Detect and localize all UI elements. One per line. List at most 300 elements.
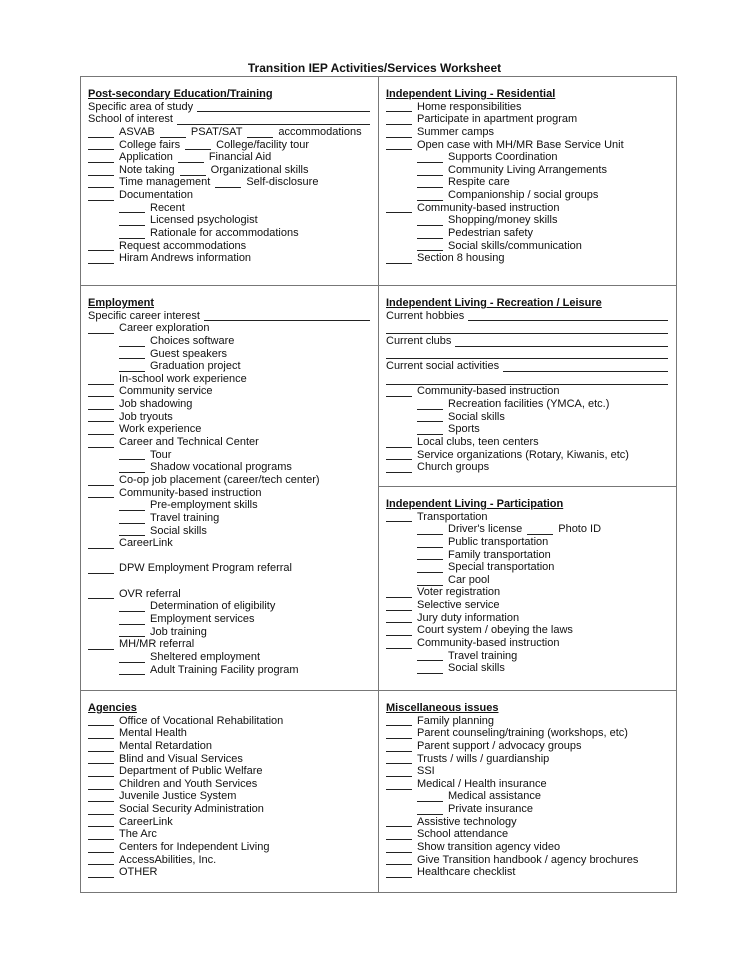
check-blank[interactable] xyxy=(88,715,114,726)
check-blank[interactable] xyxy=(119,525,145,536)
item-label: Application xyxy=(119,151,173,164)
check-blank[interactable] xyxy=(417,399,443,410)
list-item xyxy=(386,612,676,625)
list-item xyxy=(386,650,676,663)
check-blank[interactable] xyxy=(88,854,114,865)
check-blank[interactable] xyxy=(88,127,114,138)
list-item xyxy=(386,765,676,778)
list-item xyxy=(88,791,378,804)
item-label: Selective service xyxy=(417,599,500,612)
item-label: Social skills/communication xyxy=(448,239,582,252)
list-item xyxy=(386,113,676,126)
field-label: Current hobbies xyxy=(386,309,465,322)
item-label: Transportation xyxy=(417,510,488,523)
check-blank[interactable] xyxy=(386,600,412,611)
list-item xyxy=(88,765,378,778)
item-label: Show transition agency video xyxy=(417,841,561,854)
check-blank[interactable] xyxy=(417,537,443,548)
list-item xyxy=(386,386,676,399)
item-label: Parent support / advocacy groups xyxy=(417,739,582,752)
list-item xyxy=(88,202,378,215)
check-blank[interactable] xyxy=(386,779,412,790)
check-blank[interactable] xyxy=(88,791,114,802)
list-item xyxy=(88,588,378,601)
item-label: Self-disclosure xyxy=(246,176,319,189)
check-blank[interactable] xyxy=(88,475,114,486)
item-label: Tour xyxy=(150,448,172,461)
check-blank[interactable] xyxy=(119,601,145,612)
list-item xyxy=(386,189,676,202)
section-post-secondary xyxy=(81,77,379,286)
item-label: Section 8 housing xyxy=(417,252,505,265)
check-blank[interactable] xyxy=(386,753,412,764)
check-blank[interactable] xyxy=(88,816,114,827)
item-label: Blind and Visual Services xyxy=(119,752,243,765)
check-blank[interactable] xyxy=(185,139,211,150)
list-item xyxy=(88,335,378,348)
list-item xyxy=(88,177,378,190)
list-item xyxy=(386,126,676,139)
item-label: Medical / Health insurance xyxy=(417,777,547,790)
check-blank[interactable] xyxy=(88,538,114,549)
field-label: Current clubs xyxy=(386,334,452,347)
list-item xyxy=(386,549,676,562)
worksheet-table xyxy=(80,76,677,893)
check-blank[interactable] xyxy=(119,449,145,460)
item-label: Office of Vocational Rehabilitation xyxy=(119,714,284,727)
list-item xyxy=(88,525,378,538)
check-blank[interactable] xyxy=(88,728,114,739)
item-label: OTHER xyxy=(119,866,158,879)
list-item xyxy=(386,360,676,373)
check-blank[interactable] xyxy=(417,524,443,535)
item-label: Community Living Arrangements xyxy=(448,163,607,176)
check-blank[interactable] xyxy=(88,177,114,188)
list-item xyxy=(88,828,378,841)
check-blank[interactable] xyxy=(386,625,412,636)
item-label: Sports xyxy=(448,423,480,436)
item-label: Time management xyxy=(119,176,211,189)
check-blank[interactable] xyxy=(386,437,412,448)
item-label: accommodations xyxy=(278,125,362,138)
list-item xyxy=(386,449,676,462)
list-item xyxy=(386,214,676,227)
check-blank[interactable] xyxy=(88,240,114,251)
check-blank[interactable] xyxy=(417,663,443,674)
check-blank[interactable] xyxy=(386,715,412,726)
list-item xyxy=(386,177,676,190)
check-blank[interactable] xyxy=(88,374,114,385)
section-employment xyxy=(81,286,379,691)
check-blank[interactable] xyxy=(88,753,114,764)
list-item xyxy=(386,587,676,600)
list-item xyxy=(386,139,676,152)
list-item xyxy=(386,411,676,424)
item-label: College fairs xyxy=(119,138,181,151)
list-item xyxy=(386,511,676,524)
item-label: Employment services xyxy=(150,613,255,626)
item-label: PSAT/SAT xyxy=(190,125,243,138)
item-label: Public transportation xyxy=(448,535,549,548)
check-blank[interactable] xyxy=(88,386,114,397)
item-label: ASVAB xyxy=(119,125,155,138)
check-blank[interactable] xyxy=(88,842,114,853)
item-label: Community service xyxy=(119,385,213,398)
list-item xyxy=(386,348,676,361)
check-blank[interactable] xyxy=(386,253,412,264)
fill-in-line[interactable] xyxy=(386,323,668,334)
check-blank[interactable] xyxy=(247,127,273,138)
item-label: Companionship / social groups xyxy=(448,189,599,202)
list-item xyxy=(88,449,378,462)
item-label: Social Security Administration xyxy=(119,803,264,816)
list-item xyxy=(88,113,378,126)
check-blank[interactable] xyxy=(417,791,443,802)
check-blank[interactable] xyxy=(88,152,114,163)
check-blank[interactable] xyxy=(386,462,412,473)
fill-in-line[interactable] xyxy=(455,336,668,347)
check-blank[interactable] xyxy=(386,511,412,522)
check-blank[interactable] xyxy=(417,549,443,560)
list-item xyxy=(88,436,378,449)
check-blank[interactable] xyxy=(119,664,145,675)
item-label: Job shadowing xyxy=(119,398,193,411)
item-label: Home responsibilities xyxy=(417,100,522,113)
check-blank[interactable] xyxy=(386,386,412,397)
list-item xyxy=(386,561,676,574)
check-blank[interactable] xyxy=(178,152,204,163)
check-blank[interactable] xyxy=(417,804,443,815)
section-title: Employment xyxy=(88,297,155,309)
fill-in-line[interactable] xyxy=(204,310,370,321)
item-label: Medical assistance xyxy=(448,790,541,803)
check-blank[interactable] xyxy=(119,614,145,625)
item-label: Shadow vocational programs xyxy=(150,461,292,474)
check-blank[interactable] xyxy=(119,361,145,372)
section-title: Independent Living - Participation xyxy=(386,498,564,510)
list-item xyxy=(386,854,676,867)
check-blank[interactable] xyxy=(119,652,145,663)
check-blank[interactable] xyxy=(119,215,145,226)
list-item xyxy=(88,164,378,177)
list-item xyxy=(88,151,378,164)
check-blank[interactable] xyxy=(417,411,443,422)
list-item xyxy=(88,487,378,500)
list-item xyxy=(386,803,676,816)
item-label: DPW Employment Program referral xyxy=(119,562,292,575)
fill-in-line[interactable] xyxy=(197,101,370,112)
list-item xyxy=(386,523,676,536)
check-blank[interactable] xyxy=(88,411,114,422)
item-label: Church groups xyxy=(417,461,490,474)
check-blank[interactable] xyxy=(417,228,443,239)
item-label: Car pool xyxy=(448,573,490,586)
check-blank[interactable] xyxy=(88,779,114,790)
check-blank[interactable] xyxy=(386,202,412,213)
list-item xyxy=(88,664,378,677)
item-label: Community-based instruction xyxy=(417,201,560,214)
item-label: Supports Coordination xyxy=(448,151,558,164)
check-blank[interactable] xyxy=(386,587,412,598)
list-item xyxy=(386,202,676,215)
list-item xyxy=(386,828,676,841)
item-label: Special transportation xyxy=(448,561,555,574)
list-item xyxy=(88,740,378,753)
fill-in-line[interactable] xyxy=(468,310,668,321)
fill-in-line[interactable] xyxy=(177,114,370,125)
item-label: Community-based instruction xyxy=(119,486,262,499)
list-item xyxy=(386,227,676,240)
list-item xyxy=(386,715,676,728)
item-label: Social skills xyxy=(150,524,207,537)
item-label: Adult Training Facility program xyxy=(150,663,299,676)
check-blank[interactable] xyxy=(417,575,443,586)
list-item xyxy=(386,662,676,675)
check-blank[interactable] xyxy=(386,829,412,840)
check-blank[interactable] xyxy=(386,816,412,827)
fill-in-line[interactable] xyxy=(386,348,668,359)
list-item xyxy=(386,310,676,323)
list-item xyxy=(88,360,378,373)
item-label: CareerLink xyxy=(119,815,173,828)
check-blank[interactable] xyxy=(386,449,412,460)
list-item xyxy=(88,866,378,879)
list-item xyxy=(88,227,378,240)
list-item xyxy=(88,727,378,740)
item-label: Graduation project xyxy=(150,360,241,373)
section-title: Miscellaneous issues xyxy=(386,702,499,714)
check-blank[interactable] xyxy=(386,638,412,649)
check-blank[interactable] xyxy=(417,190,443,201)
item-label: Guest speakers xyxy=(150,347,228,360)
check-blank[interactable] xyxy=(386,842,412,853)
list-item xyxy=(386,624,676,637)
check-blank[interactable] xyxy=(88,867,114,878)
list-item xyxy=(88,240,378,253)
list-item xyxy=(88,651,378,664)
section-residential xyxy=(379,77,676,286)
list-item xyxy=(88,841,378,854)
check-blank[interactable] xyxy=(88,399,114,410)
list-item xyxy=(88,322,378,335)
list-item xyxy=(386,252,676,265)
list-item xyxy=(88,537,378,550)
item-label: Recent xyxy=(150,201,185,214)
item-label: AccessAbilities, Inc. xyxy=(119,853,217,866)
item-label: Court system / obeying the laws xyxy=(417,624,573,637)
check-blank[interactable] xyxy=(88,563,114,574)
list-item xyxy=(386,791,676,804)
item-label: Photo ID xyxy=(558,523,602,536)
list-item xyxy=(386,753,676,766)
list-item xyxy=(88,139,378,152)
check-blank[interactable] xyxy=(88,424,114,435)
item-label: Pre-employment skills xyxy=(150,499,258,512)
list-item xyxy=(386,574,676,587)
check-blank[interactable] xyxy=(88,487,114,498)
list-item xyxy=(88,638,378,651)
list-item xyxy=(88,461,378,474)
spacer xyxy=(88,575,378,588)
item-label: Hiram Andrews information xyxy=(119,252,252,265)
list-item xyxy=(88,411,378,424)
check-blank[interactable] xyxy=(417,177,443,188)
item-label: Trusts / wills / guardianship xyxy=(417,752,550,765)
item-label: Shopping/money skills xyxy=(448,214,558,227)
item-label: Private insurance xyxy=(448,803,533,816)
list-item xyxy=(88,778,378,791)
check-blank[interactable] xyxy=(88,253,114,264)
spacer xyxy=(88,550,378,563)
list-item xyxy=(88,600,378,613)
check-blank[interactable] xyxy=(88,323,114,334)
item-label: Open case with MH/MR Base Service Unit xyxy=(417,138,624,151)
item-label: Note taking xyxy=(119,163,175,176)
list-item xyxy=(88,562,378,575)
list-item xyxy=(386,423,676,436)
check-blank[interactable] xyxy=(417,240,443,251)
item-label: Department of Public Welfare xyxy=(119,765,263,778)
check-blank[interactable] xyxy=(386,101,412,112)
check-blank[interactable] xyxy=(119,202,145,213)
field-label: Current social activities xyxy=(386,360,500,373)
item-label: Travel training xyxy=(150,511,220,524)
check-blank[interactable] xyxy=(88,741,114,752)
check-blank[interactable] xyxy=(417,424,443,435)
check-blank[interactable] xyxy=(386,612,412,623)
item-label: Recreation facilities (YMCA, etc.) xyxy=(448,398,610,411)
list-item xyxy=(88,252,378,265)
check-blank[interactable] xyxy=(88,165,114,176)
check-blank[interactable] xyxy=(180,165,206,176)
item-label: Assistive technology xyxy=(417,815,517,828)
list-item xyxy=(88,715,378,728)
check-blank[interactable] xyxy=(88,639,114,650)
list-item xyxy=(386,637,676,650)
list-item xyxy=(386,816,676,829)
list-item xyxy=(386,240,676,253)
check-blank[interactable] xyxy=(160,127,186,138)
check-blank[interactable] xyxy=(88,190,114,201)
list-item xyxy=(386,778,676,791)
item-label: Children and Youth Services xyxy=(119,777,258,790)
item-label: MH/MR referral xyxy=(119,638,195,651)
item-label: Participate in apartment program xyxy=(417,113,578,126)
item-label: Job tryouts xyxy=(119,410,173,423)
check-blank[interactable] xyxy=(119,348,145,359)
check-blank[interactable] xyxy=(88,766,114,777)
check-blank[interactable] xyxy=(119,336,145,347)
check-blank[interactable] xyxy=(386,741,412,752)
check-blank[interactable] xyxy=(119,462,145,473)
list-item xyxy=(88,626,378,639)
list-item xyxy=(88,101,378,114)
item-label: Career and Technical Center xyxy=(119,436,259,449)
check-blank[interactable] xyxy=(386,854,412,865)
check-blank[interactable] xyxy=(119,228,145,239)
item-label: Family transportation xyxy=(448,548,551,561)
item-label: Summer camps xyxy=(417,125,495,138)
list-item xyxy=(88,816,378,829)
check-blank[interactable] xyxy=(215,177,241,188)
check-blank[interactable] xyxy=(119,626,145,637)
list-item xyxy=(386,322,676,335)
item-label: Determination of eligibility xyxy=(150,600,276,613)
list-item xyxy=(88,613,378,626)
worksheet-title: Transition IEP Activities/Services Worksheet xyxy=(247,61,502,75)
fill-in-line[interactable] xyxy=(503,361,668,372)
item-label: Licensed psychologist xyxy=(150,214,258,227)
check-blank[interactable] xyxy=(386,728,412,739)
check-blank[interactable] xyxy=(386,867,412,878)
list-item xyxy=(88,386,378,399)
item-label: CareerLink xyxy=(119,537,173,550)
check-blank[interactable] xyxy=(417,152,443,163)
list-item xyxy=(88,373,378,386)
check-blank[interactable] xyxy=(88,139,114,150)
check-blank[interactable] xyxy=(88,804,114,815)
section-participation xyxy=(379,487,676,691)
item-label: Organizational skills xyxy=(210,163,309,176)
list-item xyxy=(386,398,676,411)
check-blank[interactable] xyxy=(119,500,145,511)
field-label: Specific career interest xyxy=(88,309,200,322)
list-item xyxy=(386,436,676,449)
item-label: Social skills xyxy=(448,410,505,423)
item-label: Service organizations (Rotary, Kiwanis, etc) xyxy=(417,448,629,461)
check-blank[interactable] xyxy=(386,114,412,125)
item-label: Social skills xyxy=(448,662,505,675)
check-blank[interactable] xyxy=(417,215,443,226)
item-label: School attendance xyxy=(417,828,509,841)
check-blank[interactable] xyxy=(386,127,412,138)
list-item xyxy=(88,126,378,139)
item-label: Parent counseling/training (workshops, etc) xyxy=(417,727,628,740)
list-item xyxy=(88,753,378,766)
item-label: Financial Aid xyxy=(208,151,272,164)
item-label: Travel training xyxy=(448,649,518,662)
list-item xyxy=(88,310,378,323)
item-label: OVR referral xyxy=(119,587,181,600)
section-title: Independent Living - Recreation / Leisure xyxy=(386,297,602,309)
check-blank[interactable] xyxy=(88,829,114,840)
item-label: Family planning xyxy=(417,714,495,727)
check-blank[interactable] xyxy=(386,139,412,150)
check-blank[interactable] xyxy=(386,766,412,777)
section-title: Agencies xyxy=(88,702,137,714)
item-label: Local clubs, teen centers xyxy=(417,436,539,449)
check-blank[interactable] xyxy=(119,513,145,524)
check-blank[interactable] xyxy=(417,562,443,573)
item-label: Mental Retardation xyxy=(119,739,212,752)
list-item xyxy=(88,499,378,512)
list-item xyxy=(88,803,378,816)
section-agencies xyxy=(81,691,379,892)
item-label: Voter registration xyxy=(417,586,501,599)
item-label: Choices software xyxy=(150,334,235,347)
check-blank[interactable] xyxy=(417,650,443,661)
check-blank[interactable] xyxy=(88,437,114,448)
list-item xyxy=(386,866,676,879)
check-blank[interactable] xyxy=(527,524,553,535)
fill-in-line[interactable] xyxy=(386,374,668,385)
item-label: Healthcare checklist xyxy=(417,866,516,879)
check-blank[interactable] xyxy=(417,165,443,176)
item-label: Work experience xyxy=(119,423,202,436)
item-label: Sheltered employment xyxy=(150,650,261,663)
check-blank[interactable] xyxy=(88,588,114,599)
item-label: Community-based instruction xyxy=(417,385,560,398)
